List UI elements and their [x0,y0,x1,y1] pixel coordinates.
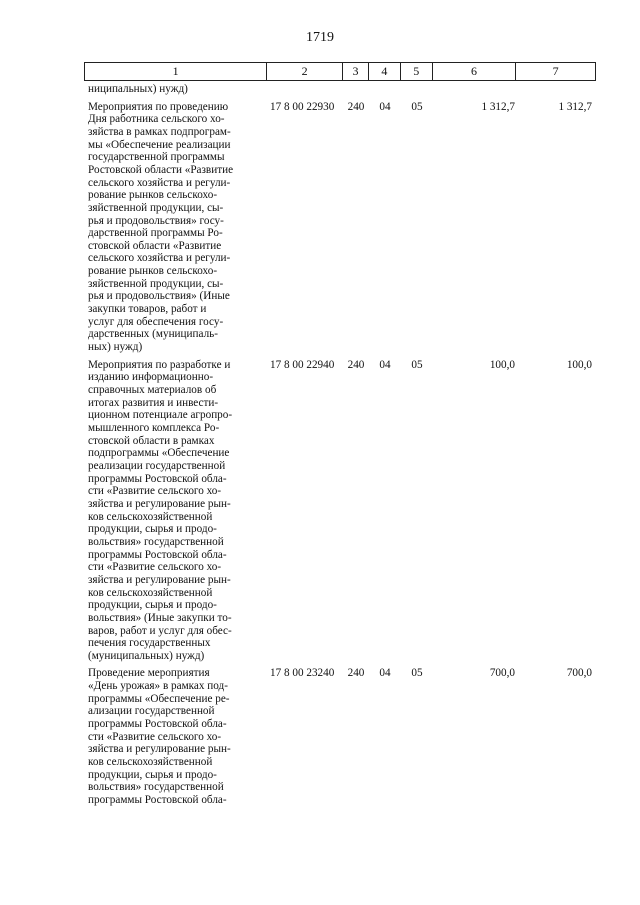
row-description: Проведение мероприятия «День урожая» в рамках под- программы «Обеспечение ре- ализации государственной программы Ростовской обла- сти «Развитие сельского хо- зяйства и регулирование рын- ков сельскохозяйственной продукции, сырья и продо- вольствия» государственной программы Ростовской обла- [88,667,231,807]
row-subsection: 05 [411,358,423,371]
header-col-4: 4 [369,63,401,80]
continued-text: ниципальных) нужд) [88,83,188,95]
row-amount-2: 700,0 [566,667,592,680]
page-number: 1719 [306,30,334,45]
row-subsection: 05 [411,667,423,680]
row-expense-type: 240 [347,100,365,113]
header-col-6: 6 [433,63,517,80]
header-col-3: 3 [343,63,369,80]
header-col-1: 1 [85,63,267,80]
table-row [84,667,596,806]
row-expense-type: 240 [347,358,365,371]
row-target-code: 17 8 00 22930 [270,100,335,113]
row-expense-type: 240 [347,667,365,680]
table-row [84,359,596,663]
row-amount-1: 1 312,7 [481,100,515,113]
row-description: Мероприятия по разработке и изданию информационно- справочных материалов об итогах развития и инвести- ционном потенциале агропро- мышленного комплекса Ро- стовской области в рамках подпрограммы «Обеспечение реализации государственной программы Ростовской обла- сти «Развитие сельского хо- зяйства и регулирование рын- ков сельскохозяйственной продукции, сырья и продо- вольствия» государственной программы Ростовской обла- сти «Развитие сельского хо- зяйства и регулирование рын- ков сельскохозяйственной продукции, сырья и продо- вольствия» (Иные закупки то- варов, работ и услуг для обес- печения государственных (муниципальных) нужд) [88,358,233,662]
budget-table [84,83,596,807]
row-section: 04 [379,667,391,680]
row-section: 04 [379,358,391,371]
header-col-5: 5 [401,63,433,80]
row-subsection: 05 [411,100,423,113]
row-description: Мероприятия по проведению Дня работника сельского хо- зяйства в рамках подпрограм- мы «Обеспечение реализации государственной программы Ростовской области «Развитие сельского хозяйства и регули- рование рынков сельскохо- зяйственной продукции, сы- рья и продовольствия» госу- дарственной программы Ро- стовской области «Развитие сельского хозяйства и регули- рование рынков сельскохо- зяйственной продукции, сы- рья и продовольствия» (Иные закупки товаров, работ и услуг для обеспечения госу- дарственных (муниципаль- ных) нужд) [88,100,234,354]
row-amount-1: 100,0 [489,358,515,371]
header-col-7: 7 [552,64,559,78]
row-target-code: 17 8 00 22940 [270,358,335,371]
row-amount-2: 1 312,7 [558,100,592,113]
row-section: 04 [379,100,391,113]
header-col-2: 2 [267,63,343,80]
table-header [84,62,596,81]
row-target-code: 17 8 00 23240 [270,667,335,680]
row-amount-1: 700,0 [489,667,515,680]
table-row [84,101,596,354]
row-amount-2: 100,0 [566,358,592,371]
